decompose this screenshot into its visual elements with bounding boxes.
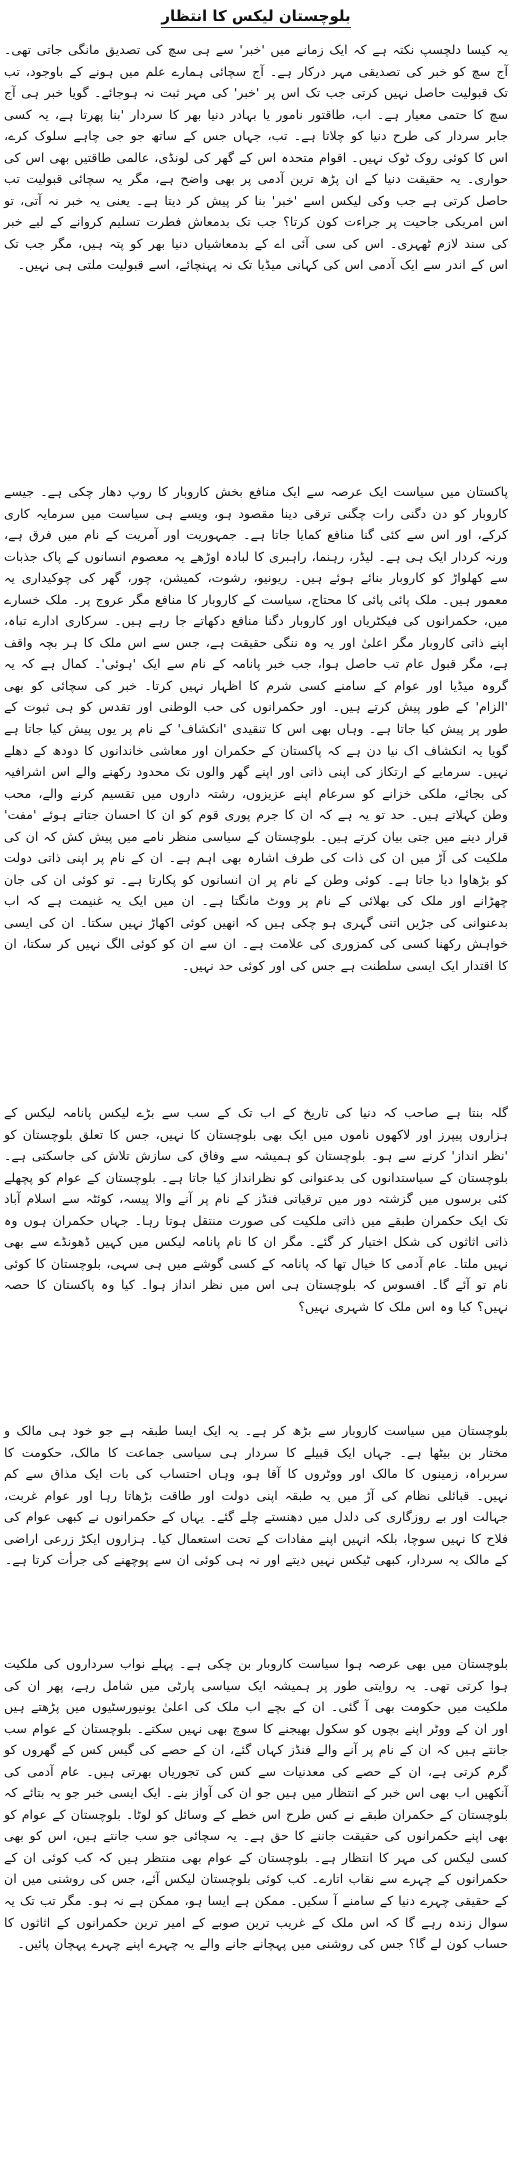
article-paragraph-5: بلوچستان میں بھی عرصہ ہوا سیاست کاروبار بن چکی ہے۔ پہلے نواب سرداروں کی ملکیت ہوا کرتی تھی۔ یہ روایتی طور پر ہمیشہ ایک سیاسی پارٹی میں شامل رہے، پھر ان کی ملکیت میں حکومت بھی آ گئی۔ ان کے بچے اب ملک کی اعلیٰ یونیورسٹیوں میں پڑھتے ہیں اور ان کے ووٹر اپنے بچوں کو سکول بھیجنے کا سوچ بھی نہیں سکتے۔ بلوچستان کے عوام سب جانتے ہیں کہ ان کے نام پر آنے والے فنڈز کہاں گئے، ان کے حصے کی گیس کس کے گھروں کو گرم کرتی ہے، ان کے حصے کی معدنیات سے کس کی تجوریاں بھرتی ہیں۔ عام آدمی کی آنکھیں اب بھی اس خبر کے انتظار میں ہیں جو ان کی آواز بنے۔ ایک ایسی خبر جو یہ بتائے کہ بلوچستان کے حکمران طبقے نے کس طرح اس خطے کے وسائل کو لوٹا۔ بلوچستان کے عوام کو بھی اپنے حکمرانوں کی حقیقت جاننے کا حق ہے۔ یہ سچائی جو سب جانتے ہیں، اس کو بھی کسی لیکس کی مہر کا انتظار ہے۔ بلوچستان کے عوام بھی منتظر ہیں کہ کب کوئی ان کے حکمرانوں کے چہرے سے نقاب اتارے۔ کب کوئی بلوچستان لیکس آئے، جس کی روشنی میں ان کے حقیقی چہرے دنیا کے سامنے آ سکیں۔ ممکن ہے ایسا ہو، ممکن ہے نہ ہو۔ مگر تب تک یہ سوال زندہ رہے گا کہ اس ملک کے غریب ترین صوبے کے امیر ترین حکمرانوں کے اثاثوں کا حساب کون لے گا؟ جس کی روشنی میں پہچانے جانے والے یہ چہرے اپنے چہرے پہچان پائیں۔ [4,1656,508,1952]
article-paragraph-4: بلوچستان میں سیاست کاروبار سے بڑھ کر ہے۔ یہ ایک ایسا طبقہ ہے جو خود ہی مالک و مختار بن بیٹھا ہے۔ جہاں ایک قبیلے کا سردار ہی سیاسی جماعت کا مالک، حکومت کا سربراہ، زمینوں کا مالک اور ووٹروں کا آقا ہو، وہاں احتساب کی بات ایک مذاق سے کم نہیں۔ قبائلی نظام کی آڑ میں یہ طبقہ اپنی دولت اور طاقت بڑھاتا رہا اور عوام غربت، جہالت اور بے روزگاری کی دلدل میں دھنستے چلے گئے۔ یہاں کے حکمرانوں نے کبھی عوام کی فلاح کا نہیں سوچا، بلکہ انہیں اپنے مفادات کے تحت استعمال کیا۔ ہزاروں ایکڑ زرعی اراضی کے مالک یہ سردار، کبھی ٹیکس نہیں دیتے اور نہ ہی کوئی ان سے پوچھنے کی جرأت کرتا ہے۔ [4,1423,508,1568]
article-paragraph-2: پاکستان میں سیاست ایک عرصہ سے ایک منافع بخش کاروبار کا روپ دھار چکی ہے۔ جیسے کاروبار کو دن دگنی رات چگنی ترقی دینا مقصود ہو، ویسے ہی سیاست میں سرمایہ کاری کرکے، اور اس سے کئی گنا منافع کمایا جاتا ہے۔ جمہوریت اور آمریت کے نام میں فرق ہے، ورنہ کردار ایک ہی ہے۔ لیڈر، رہنما، راہبری کا لبادہ اوڑھے یہ معصوم انسانوں کے پاک جذبات سے کھلواڑ کو کاروبار بنائے ہوئے ہیں۔ ریونیو، رشوت، کمیشن، چور، گھر کی چوکیداری یہ معمور ہیں۔ ملک پائی پائی کا محتاج، سیاست کے کاروبار کا منافع مگر عروج پر۔ ملک خسارے میں، حکمرانوں کی فیکٹریاں اور کاروبار دگنا منافع دکھاتے جا رہے ہیں۔ سرکاری ادارے تباہ، اپنے ذاتی کاروبار مگر اعلیٰ اور یہ وہ ننگی حقیقت ہے، جس سے اس ملک کا ہر بچہ واقف ہے، مگر قبول عام تب حاصل ہوا، جب خبر پانامہ کے نام سے ایک 'ہوئی'۔ کمال ہے کہ یہ گروہ میڈیا اور عوام کے سامنے کسی شرم کا اظہار نہیں کرتا۔ خبر کی سچائی کو بھی 'الزام' کے طور پیش کرتے ہیں۔ اور حکمرانوں کی حب الوطنی اور تقدس کو ہی ثبوت کے طور پر پیش کیا جاتا ہے۔ وہاں بھی اس کا تنقیدی 'انکشاف' کے نام پر یوں پیش کیا جاتا ہے گویا یہ انکشاف اک نیا دن ہے کہ پاکستان کے حکمران اور معاشی خاندانوں کا دودھ کے دھلے نہیں۔ سرمایے کے ارتکاز کی اپنی ذاتی اور اپنے گھر والوں تک محدود رکھنے والے اس اشرافیہ کی بجائے، ملکی خزانے کو سرعام اپنے عزیزوں، رشتہ داروں میں تقسیم کرنے والے، محب وطن کہلاتے ہیں۔ حد تو یہ ہے کہ ان کا جرم پوری قوم کو ان کا احسان جتاتے ہوئے 'مفت' قرار دینے میں جتی بیان کرتے ہیں۔ بلوچستان کے سیاسی منظر نامے میں پیش کش کہ ان کی ملکیت کی آڑ میں ان کی ذات کی طرف اشارہ بھی اہم ہے۔ ان کے نام پر اپنی ذاتی دولت کو بڑھاوا دیا جاتا ہے۔ کوئی وطن کے نام پر ان انسانوں کو پکارتا ہے۔ تو کوئی ان کی جان چھڑانے اور ملک کی بھلائی کے نام پر ووٹ مانگتا ہے۔ ان میں ایک یہ غنیمت ہے کہ اب بدعنوانی کی جڑیں اتنی گہری ہو چکی ہیں کہ انھیں کوئی اکھاڑ نہیں سکتا۔ ان کی ایسی خواہش رکھنا کسی کی کمزوری کی علامت ہے۔ ان سے ان کو کوئی الگ نہیں کر سکتا، ان کا اقتدار ایک ایسی سلطنت ہے جس کی اور کوئی حد نہیں۔ [4,484,508,974]
article-paragraph-1: یہ کیسا دلچسپ نکتہ ہے کہ ایک زمانے میں 'خبر' سے ہی سچ کی تصدیق مانگی جاتی تھی۔ آج سچ کو خبر کی تصدیقی مہر درکار ہے۔ آج سچائی ہمارے علم میں ہونے کے باوجود، تب تک قبولیت حاصل نہیں کرتی جب تک اس پر 'خبر' کی مہر ثبت نہ ہوجائے۔ گویا خبر ہی آج سچ کا حتمی معیار ہے۔ اب، طاقتور نامور یا بہادر دنیا بھر کا سردار 'بنا پھرتا ہے، یہ کسی جابر سردار کی طرح دنیا کو چلاتا ہے۔ تب، جہاں جس کے ساتھ جو جی چاہے سلوک کرے، اس کا کوئی روک ٹوک نہیں۔ اقوام متحدہ اس کے گھر کی لونڈی، عالمی طاقتیں بھی اس کی حواری۔ یہ حقیقت دنیا کے ان پڑھ ترین آدمی پر بھی واضح ہے، مگر یہ سچائی قبولیت تب حاصل کرتی ہے جب وکی لیکس اسے 'خبر' بنا کر پیش کر دیتا ہے۔ یعنی یہ خبر نہ آتی، تو اس امریکی جاحیت پر جراءت کون کرتا؟ جب تک بدمعاش فطرت تسلیم کروانے کے لیے خبر کی سند لازم ٹھہری۔ اس کی سی آئی اے کے بدمعاشیاں دنیا بھر کو پتہ ہیں، مگر جب تک اس کے اندر سے ایک آدمی اس کی کہانی میڈیا تک نہ پہنچائے، اسے قبولیت ملتی ہی نہیں۔ [4,42,508,273]
article-title [4,6,508,28]
article [4,0,508,2166]
article-title-text: بلوچستان لیکس کا انتظار [161,6,350,28]
article-paragraph-3: گلہ بنتا ہے صاحب کہ دنیا کی تاریخ کے اب تک کے سب سے بڑے لیکس پانامہ لیکس کے ہزاروں پیپرز اور لاکھوں ناموں میں ایک بھی بلوچستان کا نہیں، جس کا تعلق بلوچستان کو 'نظر انداز' کرنے سے ہو۔ بلوچستان کو ہمیشہ سے وفاق کی سازش تلاش کی جاسکتی ہے۔ بلوچستان کے سیاستدانوں کی بدعنوانی کو نظرانداز کیا جاتا ہے۔ بلوچستان کے عوام کو پچھلے کئی برسوں میں گزشتہ دور میں ترقیاتی فنڈز کے نام پر آنے والا پیسہ، کوئٹہ سے اسلام آباد تک ایک حکمران طبقے میں ذاتی ملکیت کی صورت منتقل ہوتا رہا۔ جہاں حکمران ہوں وہ ذاتی اثاثوں کی شکل اختیار کر گئے۔ مگر ان کا نام پانامہ لیکس میں کہیں ڈھونڈے سے بھی نہیں ملتا۔ عام آدمی کا خیال تھا کہ پانامہ کے کسی گوشے میں ہی سہی، بلوچستان کا کوئی نام تو آئے گا۔ افسوس کہ بلوچستان ہی اس میں نظر انداز ہوا۔ کیا وہ پاکستان کا حصہ نہیں؟ کیا وہ اس ملک کا شہری نہیں؟ [4,1105,508,1314]
